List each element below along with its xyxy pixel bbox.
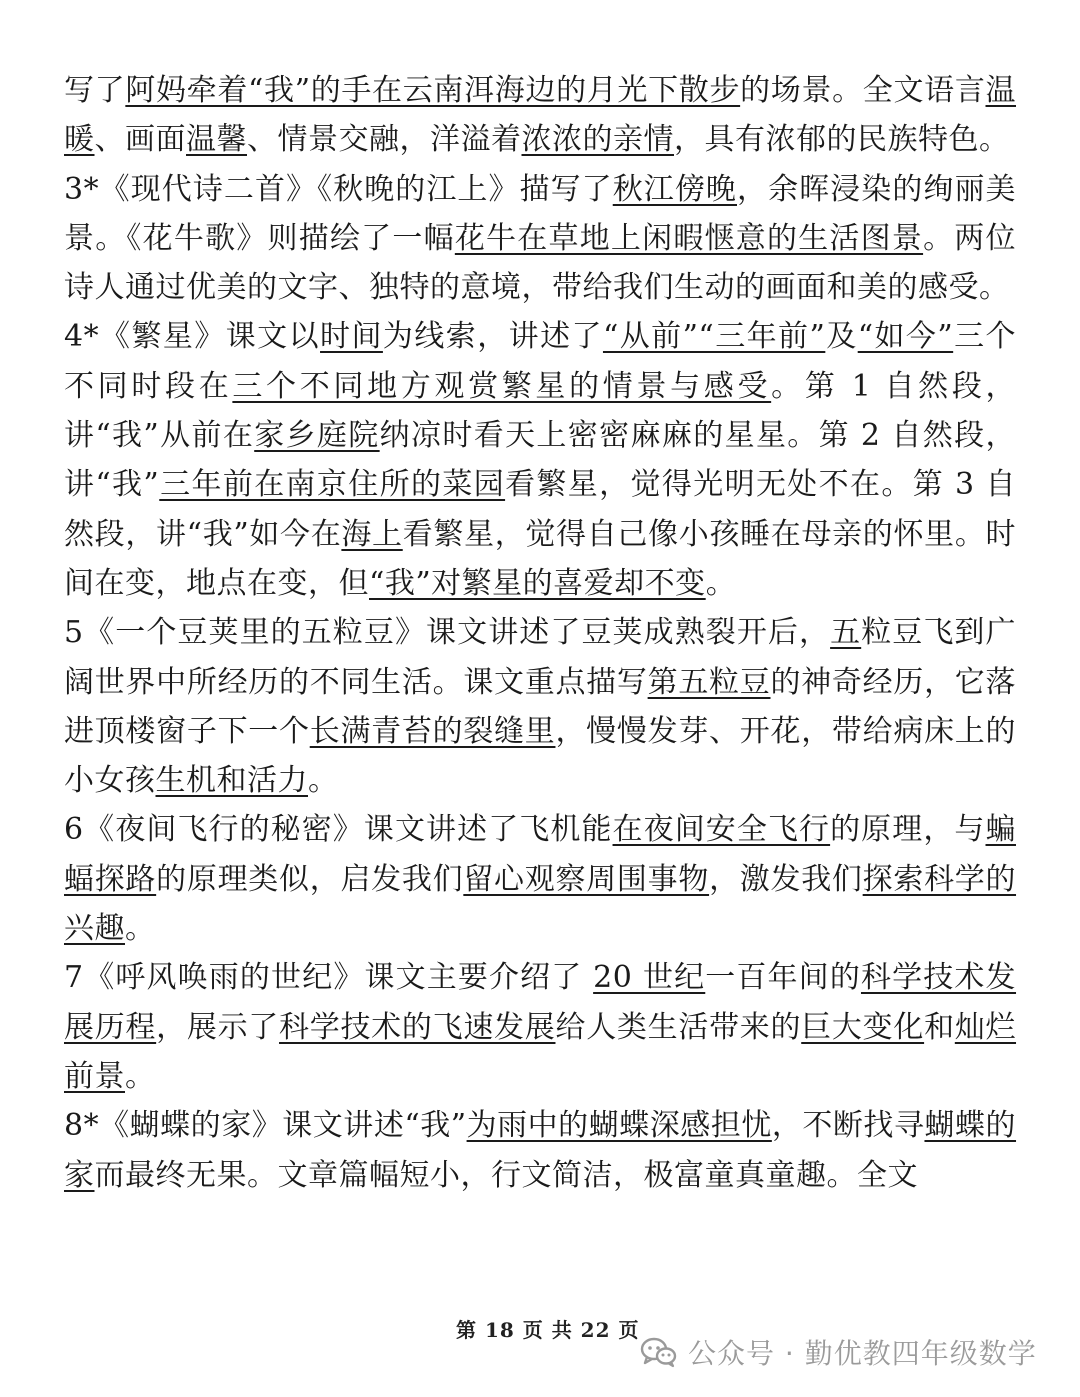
text-run: 、画面 <box>94 122 186 158</box>
underlined-key-phrase: 20 世纪 <box>593 960 706 996</box>
underlined-key-phrase: 灿烂前景 <box>64 1009 1017 1094</box>
text-run: 6《夜间飞行的秘密》课文讲述了飞机能 <box>64 812 613 848</box>
paragraph <box>64 953 1016 1101</box>
underlined-key-phrase: 三个不同地方观赏繁星的情景与感受 <box>232 368 772 404</box>
wechat-icon <box>640 1336 678 1368</box>
paragraph <box>64 312 1016 608</box>
underlined-key-phrase: 浓浓的亲情 <box>521 122 674 158</box>
underlined-key-phrase: 时间 <box>320 319 383 355</box>
text-run: 给人类生活带来的 <box>555 1009 802 1045</box>
underlined-key-phrase: 第五粒豆 <box>647 664 771 700</box>
underlined-key-phrase: 科学技术的飞速发展 <box>279 1009 556 1045</box>
text-run: 的神奇经历，它落进顶楼窗子下一个 <box>64 664 1017 749</box>
text-run: ，展示了 <box>156 1009 280 1045</box>
underlined-key-phrase: “如今” <box>857 319 954 355</box>
text-run: 。两位诗人通过优美的文字、独特的意境，带给我们生动的画面和美的感受。 <box>64 220 1017 306</box>
paragraph <box>64 1101 1016 1200</box>
underlined-key-phrase: 为雨中的蝴蝶深感担忧 <box>466 1108 772 1144</box>
underlined-key-phrase: 家乡庭院 <box>254 418 380 454</box>
underlined-key-phrase: 巨大变化 <box>801 1009 925 1045</box>
text-run: 5《一个豆荚里的五粒豆》课文讲述了豆荚成熟裂开后， <box>64 615 831 651</box>
text-run: 看繁星，觉得自己像小孩睡在母亲的怀里。时间在变，地点在变，但 <box>64 516 1016 601</box>
page-footer <box>0 1312 1080 1372</box>
document-body <box>64 66 1016 1200</box>
text-run: 。 <box>125 1058 156 1094</box>
underlined-key-phrase: 在夜间安全飞行 <box>612 812 831 848</box>
paragraph <box>64 165 1016 313</box>
underlined-key-phrase: 科学技术发展历程 <box>64 960 1017 1045</box>
text-run: 。 <box>308 763 339 799</box>
underlined-key-phrase: 蝴蝶的家 <box>64 1108 1017 1193</box>
underlined-key-phrase: 温暖 <box>64 73 1016 158</box>
underlined-key-phrase: 五 <box>830 615 862 651</box>
text-run: 纳凉时看天上密密麻麻的星星。第 2 自然段，讲“我” <box>64 418 1016 503</box>
paragraph <box>64 805 1016 953</box>
text-run: 。第 1 自然段，讲“我”从前在 <box>64 368 1017 454</box>
underlined-key-phrase: 长满青苔的裂缝里 <box>309 713 556 749</box>
text-run: 写了 <box>64 73 126 108</box>
text-run: 看繁星，觉得光明无处不在。第 3 自然段，讲“我”如今在 <box>64 467 1016 552</box>
text-run: 7《呼风唤雨的世纪》课文主要介绍了 <box>64 960 594 996</box>
text-run: 。 <box>125 911 156 947</box>
text-run: 、情景交融，洋溢着 <box>247 122 522 158</box>
underlined-key-phrase: 花牛在草地上闲暇惬意的生活图景 <box>454 220 924 256</box>
paragraph <box>64 608 1016 805</box>
text-run: 4*《繁星》课文以 <box>64 319 321 355</box>
underlined-key-phrase: 温馨 <box>186 122 247 158</box>
text-run: 。 <box>705 565 737 601</box>
text-run: 的场景。全文语言 <box>740 73 986 108</box>
underlined-key-phrase: 三年前在南京住所的菜园 <box>159 467 506 503</box>
underlined-key-phrase: 秋江傍晚 <box>612 171 737 207</box>
text-run: 一百年间的 <box>705 960 861 996</box>
text-run: 三个不同时段在 <box>64 319 1017 404</box>
text-run: ，慢慢发芽、开花，带给病床上的小女孩 <box>64 713 1017 799</box>
page-number: 第 18 页 共 22 页 <box>456 1318 640 1342</box>
text-run: 8*《蝴蝶的家》课文讲述“我” <box>64 1108 467 1144</box>
text-run: 粒豆飞到广阔世界中所经历的不同生活。课文重点描写 <box>64 615 1017 700</box>
underlined-key-phrase: 蝙蝠探路 <box>64 812 1016 897</box>
watermark-text: 公众号 · 勤优教四年级数学 <box>688 1337 1037 1370</box>
text-run: 而最终无果。文章篇幅短小，行文简洁，极富童真童趣。全文 <box>94 1157 918 1193</box>
text-run: ，不断找寻 <box>771 1108 925 1144</box>
text-run: 的原理，与 <box>830 812 986 848</box>
underlined-key-phrase: 留心观察周围事物 <box>463 861 710 897</box>
text-run: 3*《现代诗二首》《秋晚的江上》描写了 <box>64 171 613 207</box>
watermark <box>640 1332 1037 1372</box>
text-run: 为线索，讲述了 <box>382 319 603 355</box>
underlined-key-phrase: 海上 <box>341 516 403 552</box>
underlined-key-phrase: “我”对繁星的喜爱却不变 <box>369 565 706 601</box>
underlined-key-phrase: 生机和活力 <box>155 763 308 799</box>
text-run: ，具有浓郁的民族特色。 <box>674 122 1010 158</box>
paragraph <box>64 66 1016 165</box>
text-run: ，激发我们 <box>709 861 863 897</box>
underlined-key-phrase: 探索科学的兴趣 <box>64 861 1017 947</box>
text-run: 的原理类似，启发我们 <box>156 861 464 897</box>
underlined-key-phrase: “从前”“三年前” <box>602 319 826 355</box>
text-run: 及 <box>825 319 858 355</box>
text-run: ，余晖浸染的绚丽美景。《花牛歌》则描绘了一幅 <box>64 171 1017 256</box>
text-run: 和 <box>924 1009 955 1045</box>
underlined-key-phrase: 阿妈牵着“我”的手在云南洱海边的月光下散步 <box>125 73 741 108</box>
